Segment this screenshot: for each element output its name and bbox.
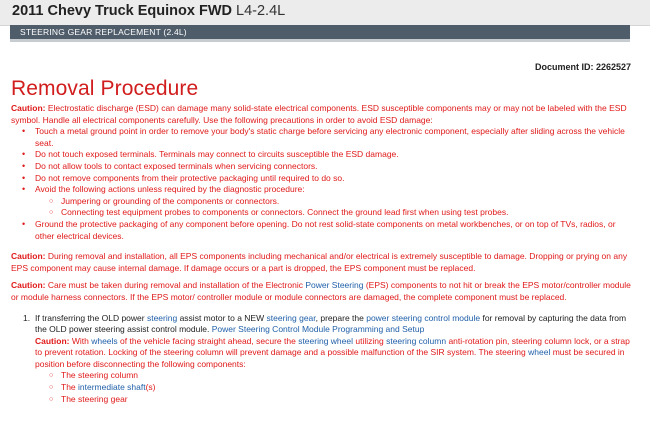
intermediate-shaft-link[interactable]: intermediate shaft (78, 382, 146, 393)
procedure-steps (11, 313, 635, 406)
caution-text: utilizing (353, 335, 387, 346)
page-title: Removal Procedure (11, 77, 199, 100)
sub-list-item: ○ Jumpering or grounding of the components or connectors. (61, 196, 635, 208)
steering-column-link[interactable]: steering column (386, 335, 447, 346)
caution-text: must be secured in position before disconnecting the following components: (35, 347, 625, 369)
document-id: Document ID: 2262527 (534, 62, 631, 72)
power-steering-control-module-link[interactable]: power steering control module (366, 312, 481, 323)
caution-text: anti-rotation pin, steering column lock, or a strap to prevent rotation. Locking of the steering column will prevent damage and a possible malfunction of the SIR system. The steering (35, 335, 630, 358)
esd-precautions-list (11, 126, 635, 242)
caution-text: Care must be taken during removal and installation of the Electronic (45, 280, 306, 291)
caution-label: Caution: (11, 280, 46, 291)
step-item (23, 312, 635, 406)
caution-eps-damage (11, 251, 635, 274)
caution-esd-text: Electrostatic discharge (ESD) can damage many solid-state electrical components. ESD susceptible components may or may not be labeled with the ESD symbol. Handle all electrical components carefully. Use the following precautions in order to avoid ESD damage: (11, 103, 627, 125)
caution-text: of the vehicle facing straight ahead, secure the (117, 335, 299, 346)
vehicle-model: 2011 Chevy Truck Equinox FWD (12, 3, 232, 19)
caution-text: With (69, 335, 92, 346)
procedure-content (11, 103, 635, 405)
spacer (11, 304, 635, 313)
caution-eps-handling (11, 280, 635, 303)
power-steering-link[interactable]: Power Steering (305, 280, 364, 291)
step-number: 1. (23, 312, 31, 323)
top-header-bar (0, 0, 650, 26)
vehicle-engine: L4-2.4L (236, 3, 286, 19)
sub-list-item (61, 382, 635, 394)
list-item-text: Avoid the following actions unless required by the diagnostic procedure: (35, 184, 305, 195)
document-section-bar (10, 25, 630, 39)
caution-text: (EPS) components to not hit or break the EPS motor/controller module or module harness connectors. If the EPS motor/ controller module or module connectors are damaged, the complete component must be replaced. (11, 280, 631, 302)
caution-label: Caution: (11, 103, 46, 113)
programming-and-setup-link[interactable]: Power Steering Control Module Programming and Setup (211, 324, 425, 335)
caution-esd (11, 103, 635, 126)
section-bar-divider (10, 39, 630, 42)
component-text: The (61, 382, 79, 393)
list-item: • Do not allow tools to contact exposed terminals when servicing connectors. (35, 161, 635, 173)
list-item (35, 184, 635, 219)
wheel-link[interactable]: wheel (528, 347, 551, 358)
caution-label: Caution: (11, 251, 46, 262)
list-item: • Ground the protective packaging of any component before opening. Do not rest solid-state components on metal workbenches, or on top of TVs, radios, or other electrical devices. (35, 219, 635, 242)
step-text: for removal by capturing the data from the OLD power steering assist control module. (35, 312, 627, 335)
vehicle-title (12, 3, 285, 19)
step-text: If transferring the OLD power (35, 312, 147, 323)
components-list (35, 370, 635, 405)
steering-wheel-link[interactable]: steering wheel (298, 335, 353, 346)
caution-eps-text: During removal and installation, all EPS components including mechanical and/or electrical is extremely susceptible to damage. Dropping or prying on any EPS component may cause internal damage. If damage occurs or a part is dropped, the EPS component must be replaced. (11, 251, 628, 273)
sub-list-item: ○ The steering gear (61, 394, 635, 406)
list-item: • Do not touch exposed terminals. Terminals may connect to circuits susceptible the ESD damage. (35, 149, 635, 161)
list-item: • Touch a metal ground point in order to remove your body's static charge before servicing any electronic component, especially after sliding across the vehicle seat. (35, 126, 635, 149)
list-item: • Do not remove components from their protective packaging until required to do so. (35, 173, 635, 185)
step-text: assist motor to a NEW (177, 312, 267, 323)
steering-link[interactable]: steering (146, 312, 178, 323)
sub-list-item: ○ Connecting test equipment probes to components or connectors. Connect the ground lead first when using test probes. (61, 207, 635, 219)
document-section-title: STEERING GEAR REPLACEMENT (2.4L) (20, 27, 187, 37)
component-text: (s) (145, 382, 156, 393)
caution-steering-lock (35, 336, 635, 371)
wheels-link[interactable]: wheels (91, 335, 118, 346)
avoid-actions-sublist (35, 196, 635, 219)
caution-label: Caution: (35, 335, 70, 346)
steering-gear-link[interactable]: steering gear (266, 312, 316, 323)
sub-list-item: ○ The steering column (61, 370, 635, 382)
step-text: , prepare the (315, 312, 367, 323)
spacer (11, 242, 635, 251)
